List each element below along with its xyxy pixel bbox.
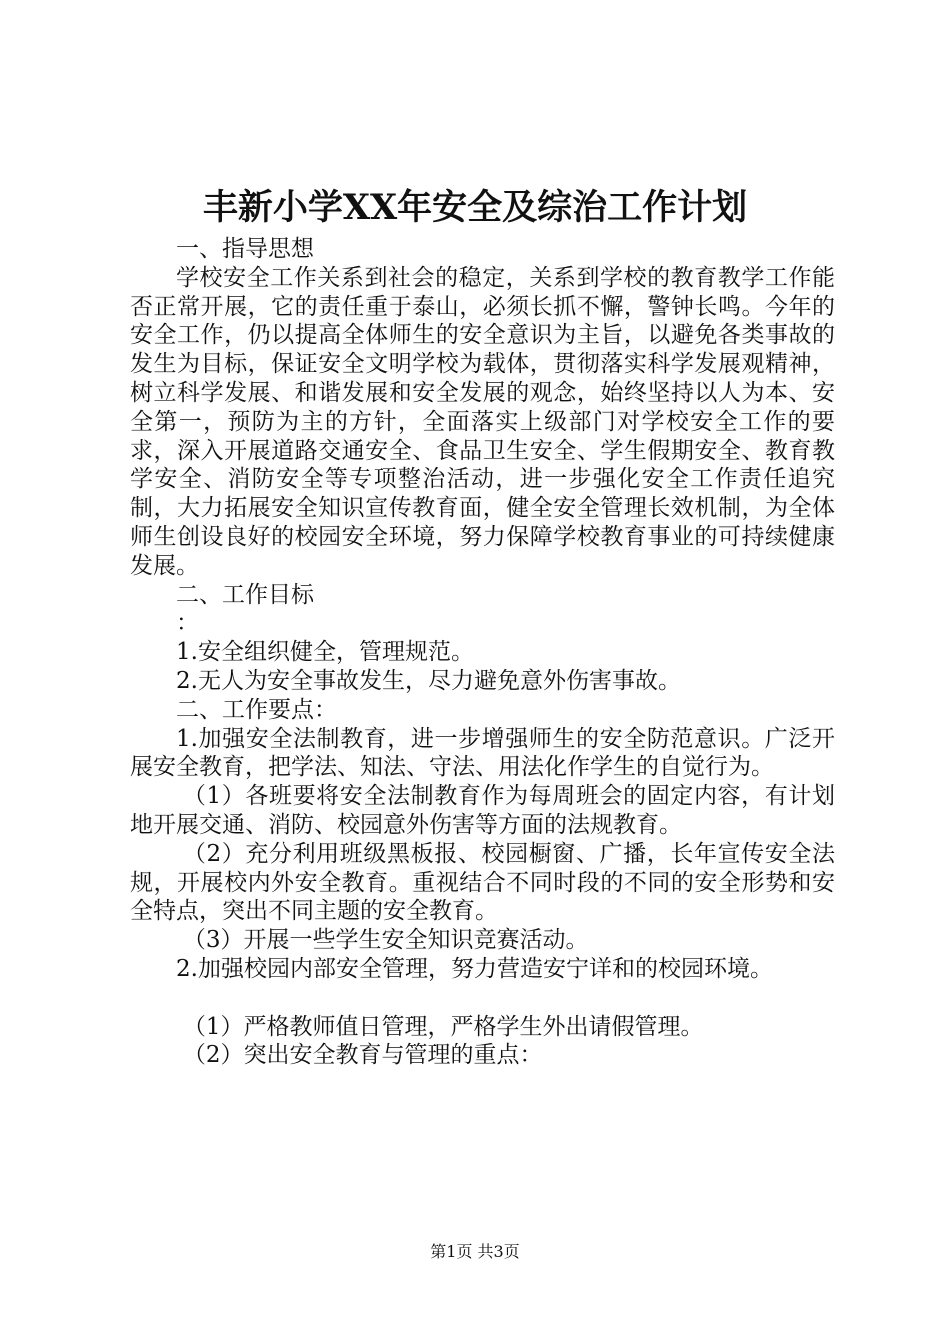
work-point-1-sub-2: （2）充分利用班级黑板报、校园橱窗、广播，长年宣传安全法规，开展校内外安全教育。重视结合不同时段的不同的安全形势和安全特点，突出不同主题的安全教育。 [130,840,835,925]
work-point-1-sub-1: （1）各班要将安全法制教育作为每周班会的固定内容，有计划地开展交通、消防、校园意外伤害等方面的法规教育。 [130,783,835,838]
section-heading-work-points: 二、工作要点： [176,696,337,723]
goal-item-1: 1.安全组织健全，管理规范。 [176,639,474,666]
document-title: 丰新小学XX年安全及综治工作计划 [202,187,748,228]
work-point-2-sub-1: （1）严格教师值日管理，严格学生外出请假管理。 [182,1013,704,1040]
page-footer: 第1页 共3页 [430,1242,520,1261]
goal-item-2: 2.无人为安全事故发生，尽力避免意外伤害事故。 [176,667,681,694]
section-heading-work-goals: 二、工作目标 [176,581,314,608]
paragraph-colon: ： [176,610,199,637]
paragraph-spacer [130,984,835,1013]
work-point-1-sub-3: （3）开展一些学生安全知识竞赛活动。 [182,927,589,954]
paragraph-guiding-ideology: 学校安全工作关系到社会的稳定，关系到学校的教育教学工作能否正常开展，它的责任重于泰山，必须长抓不懈，警钟长鸣。今年的安全工作，仍以提高全体师生的安全意识为主旨，以避免各类事故的发生为目标，保证安全文明学校为载体，贯彻落实科学发展观精神，树立科学发展、和谐发展和安全发展的观念，始终坚持以人为本、安全第一，预防为主的方针，全面落实上级部门对学校安全工作的要求，深入开展道路交通安全、食品卫生安全、学生假期安全、教育教学安全、消防安全等专项整治活动，进一步强化安全工作责任追究制，大力拓展安全知识宣传教育面，健全安全管理长效机制，为全体师生创设良好的校园安全环境，努力保障学校教育事业的可持续健康发展。 [130,264,835,579]
work-point-2: 2.加强校园内部安全管理，努力营造安宁详和的校园环境。 [176,955,773,982]
section-heading-guiding-ideology: 一、指导思想 [176,236,314,262]
document-body [130,235,835,1070]
work-point-2-sub-2: （2）突出安全教育与管理的重点： [182,1042,543,1069]
work-point-1: 1.加强安全法制教育，进一步增强师生的安全防范意识。广泛开展安全教育，把学法、知法、守法、用法化作学生的自觉行为。 [130,725,835,781]
